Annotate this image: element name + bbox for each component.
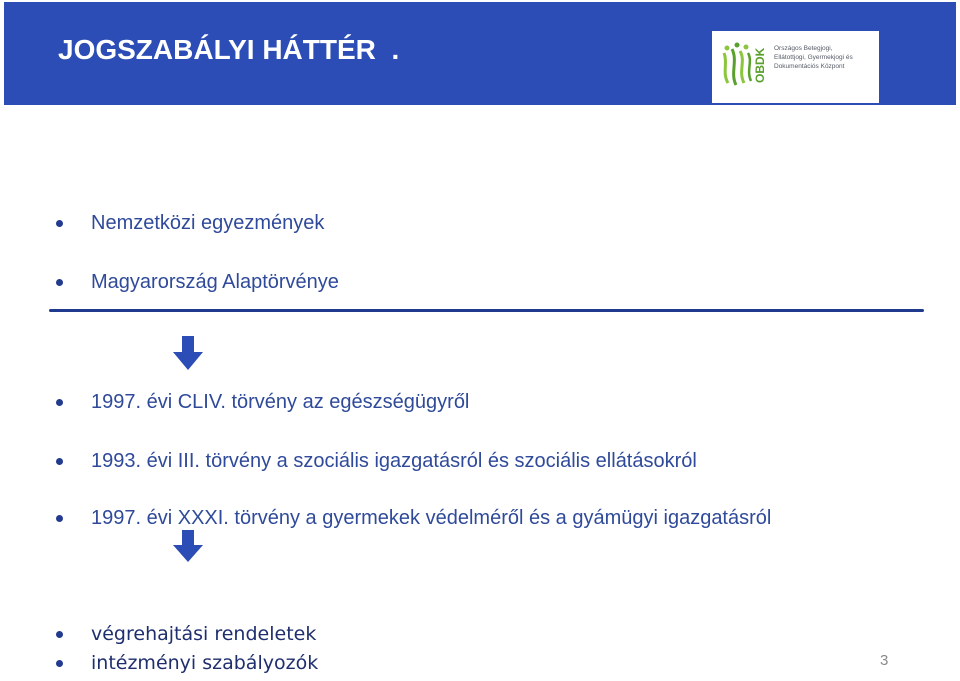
list-item [56,387,469,417]
divider [49,309,924,312]
bullet-text: 1997. évi CLIV. törvény az egészségügyről [91,390,470,413]
logo-abbreviation: OBDK [753,47,767,83]
list-item [56,446,697,476]
bullet-text: intézményi szabályozók [91,652,319,674]
bullet-dot [56,631,63,638]
logo-line: Ellátottjogi, Gyermekjogi és [774,54,853,61]
list-item [56,267,339,297]
bullet-text: 1993. évi III. törvény a szociális igazgatásról és szociális ellátásokról [91,449,697,472]
list-item [56,648,318,678]
bullet-dot [56,279,63,286]
bullet-dot [56,660,63,667]
logo-line: Dokumentációs Központ [774,63,845,70]
bullet-dot [56,399,63,406]
bullet-text: végrehajtási rendeletek [91,623,317,645]
bullet-text: Magyarország Alaptörvénye [91,270,339,293]
page-number: 3 [880,652,889,669]
slide-title: JOGSZABÁLYI HÁTTÉR . [58,34,400,65]
down-arrow-icon [173,336,203,370]
list-item [56,619,316,649]
down-arrow-icon [173,530,203,562]
bullet-text: 1997. évi XXXI. törvény a gyermekek védelméről és a gyámügyi igazgatásról [91,506,772,529]
bullet-text: Nemzetközi egyezmények [91,211,325,234]
bullet-dot [56,458,63,465]
bullet-dot [56,515,63,522]
bullet-dot [56,220,63,227]
list-item [56,208,324,238]
logo-line: Országos Betegjogi, [774,45,833,52]
list-item [56,503,771,533]
